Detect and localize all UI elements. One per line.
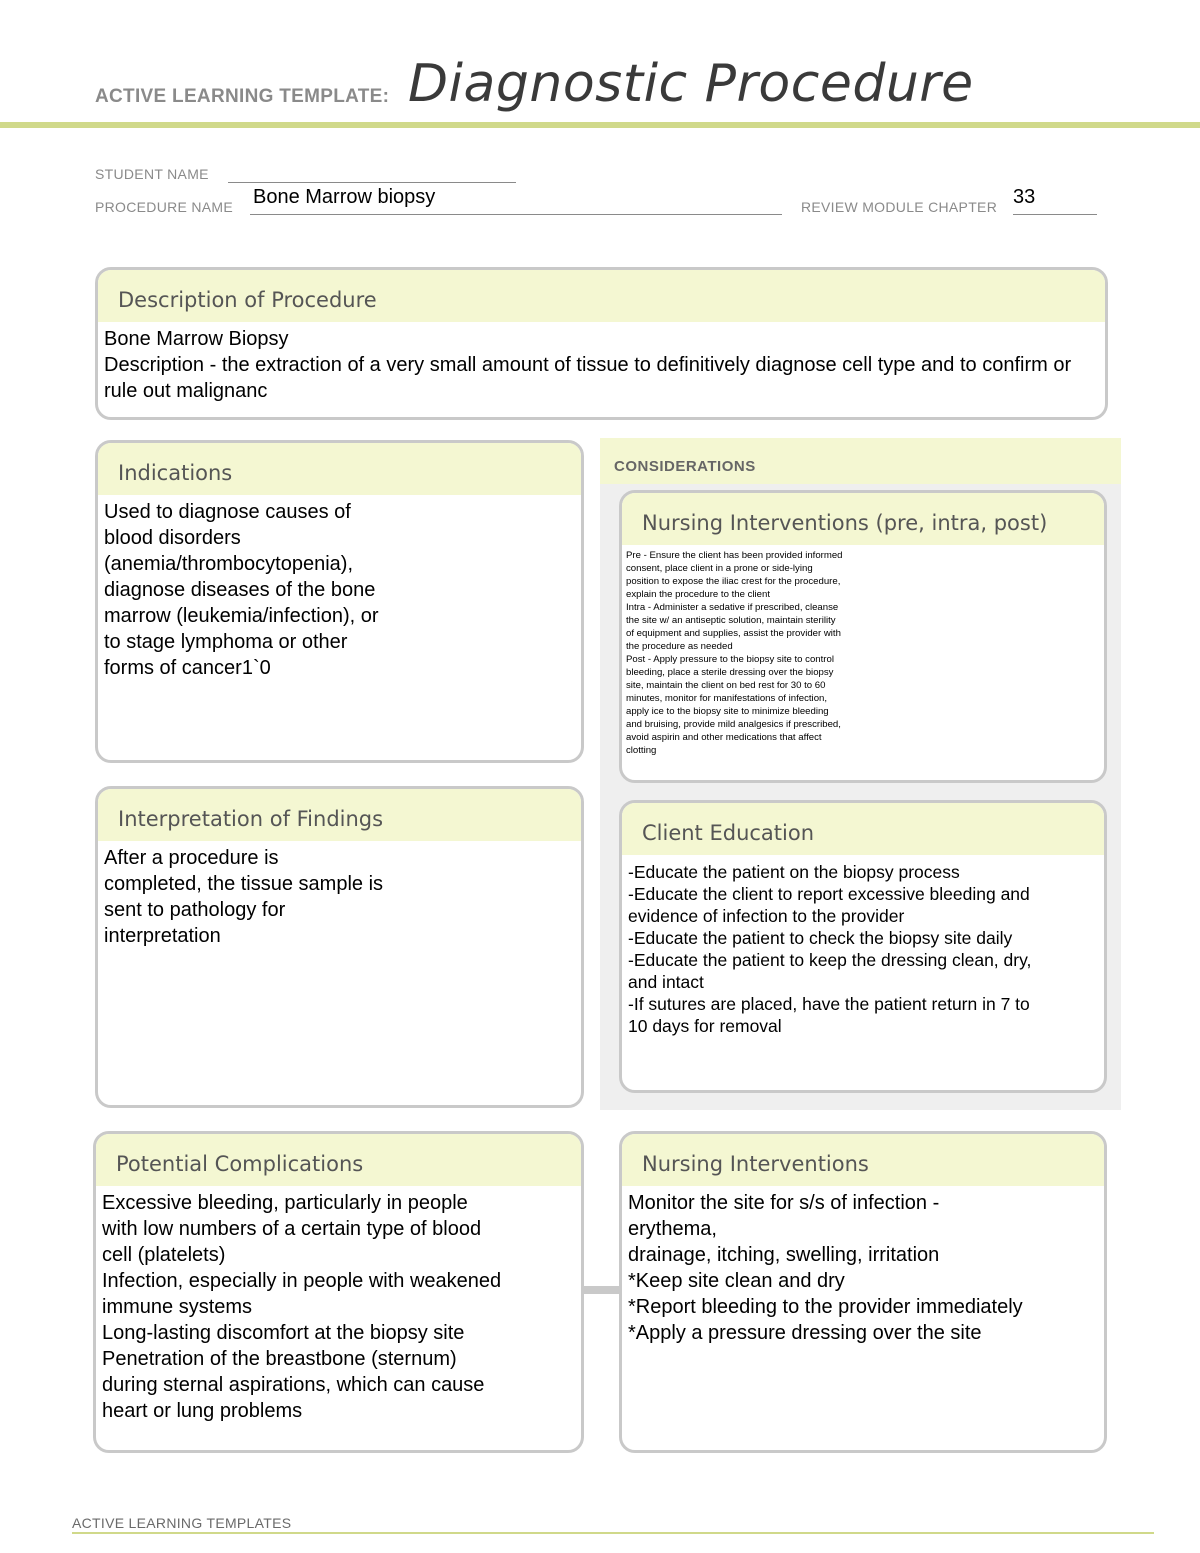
nursing-interventions-ppp-box <box>619 490 1107 783</box>
considerations-label: CONSIDERATIONS <box>614 458 756 475</box>
interpretation-body[interactable]: After a procedure is completed, the tissue sample is sent to pathology for interpretation <box>104 847 384 947</box>
interpretation-box <box>95 786 584 1108</box>
description-body[interactable]: Bone Marrow Biopsy Description - the extraction of a very small amount of tissue to definitively diagnose cell type and to confirm or rule out malignanc <box>104 328 1072 402</box>
footer-label: ACTIVE LEARNING TEMPLATES <box>72 1515 292 1531</box>
description-box <box>95 267 1108 420</box>
header-rule <box>0 122 1200 128</box>
interpretation-title: Interpretation of Findings <box>98 789 581 841</box>
complications-box <box>93 1131 584 1453</box>
client-education-body[interactable]: -Educate the patient on the biopsy process -Educate the client to report excessive bleeding and evidence of infection to the provider -Educate the patient to check the biopsy site daily -Educate the patient to keep the dressing clean, dry, and intact -If sutures are placed, have the patient return in 7 to 10 days for removal <box>628 862 1032 1036</box>
footer-rule <box>72 1532 1154 1534</box>
nursing-interventions-ppp-body[interactable]: Pre - Ensure the client has been provided informed consent, place client in a prone or side-lying position to expose the iliac crest for the procedure, explain the procedure to the client Intra - Administer a sedative if prescribed, cleanse the site w/ an antiseptic solution, maintain sterility of equipment and supplies, assist the provider with the procedure as needed Post - Apply pressure to the biopsy site to control bleeding, place a sterile dressing over the biopsy site, maintain the client on bed rest for 30 to 60 minutes, monitor for manifestations of infection, apply ice to the biopsy site to minimize bleeding and bruising, provide mild analgesics if prescribed, avoid aspirin and other medications that affect clotting <box>626 550 843 756</box>
indications-body[interactable]: Used to diagnose causes of blood disorders (anemia/thrombocytopenia), diagnose diseases of the bone marrow (leukemia/infection), or to stage lymphoma or other forms of cancer1`0 <box>104 501 379 679</box>
indications-box <box>95 440 584 763</box>
box-connector <box>583 1286 620 1294</box>
nursing-interventions-ppp-title: Nursing Interventions (pre, intra, post) <box>622 493 1104 545</box>
complications-title: Potential Complications <box>96 1134 581 1186</box>
indications-title: Indications <box>98 443 581 495</box>
complications-body[interactable]: Excessive bleeding, particularly in people with low numbers of a certain type of blood cell (platelets) Infection, especially in people with weakened immune systems Long-lasting discomfort at the biopsy site Penetration of the breastbone (sternum) during sternal aspirations, which can cause heart or lung problems <box>102 1192 502 1422</box>
review-module-field[interactable] <box>1013 186 1097 215</box>
client-education-box <box>619 800 1107 1093</box>
procedure-name-value: Bone Marrow biopsy <box>253 186 436 208</box>
client-education-title: Client Education <box>622 803 1104 855</box>
procedure-name-label: PROCEDURE NAME <box>95 199 233 215</box>
student-name-field[interactable] <box>228 160 516 183</box>
review-module-value: 33 <box>1013 186 1036 208</box>
page-title: Diagnostic Procedure <box>408 54 974 114</box>
nursing-interventions-title: Nursing Interventions <box>622 1134 1104 1186</box>
nursing-interventions-box <box>619 1131 1107 1453</box>
description-title: Description of Procedure <box>98 270 1105 322</box>
review-module-label: REVIEW MODULE CHAPTER <box>801 199 998 215</box>
nursing-interventions-body[interactable]: Monitor the site for s/s of infection - erythema, drainage, itching, swelling, irritation *Keep site clean and dry *Report bleeding to the provider immediately *Apply a pressure dressing over the site <box>628 1192 1023 1344</box>
procedure-name-field[interactable] <box>250 186 782 215</box>
template-label: ACTIVE LEARNING TEMPLATE: <box>95 86 390 107</box>
student-name-label: STUDENT NAME <box>95 166 209 182</box>
